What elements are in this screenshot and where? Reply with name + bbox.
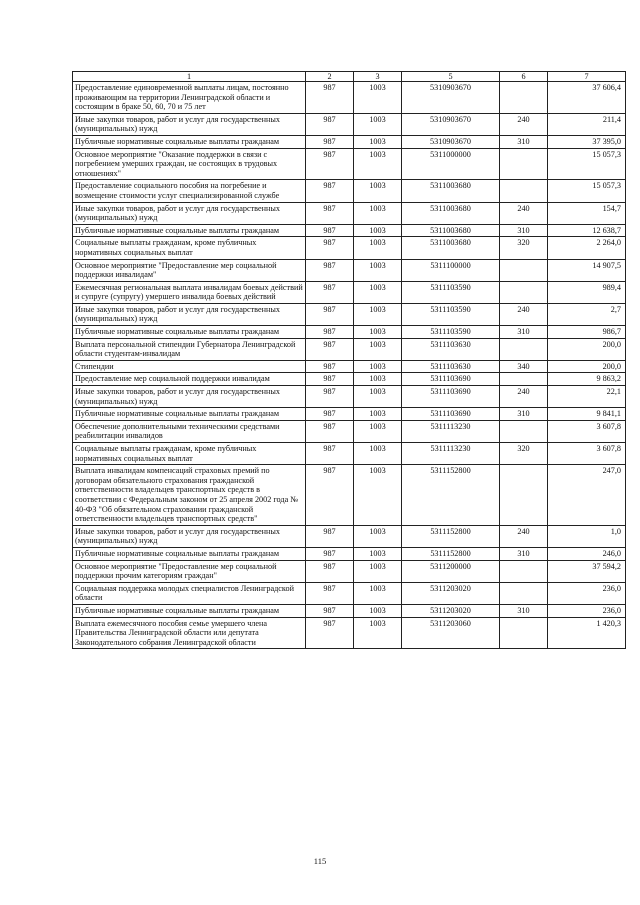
table-row — [73, 420, 626, 442]
row-section-code-cell: 1003 — [354, 617, 402, 649]
row-admin-code-cell: 987 — [306, 443, 354, 465]
page-number: 115 — [313, 856, 327, 866]
row-expense-type-cell — [500, 82, 548, 114]
row-expense-type-cell: 310 — [500, 408, 548, 421]
row-target-code-cell: 5311203020 — [402, 604, 500, 617]
row-amount-cell: 15 057,3 — [548, 180, 626, 202]
row-expense-type-cell: 310 — [500, 224, 548, 237]
table-row — [73, 408, 626, 421]
row-amount-cell: 247,0 — [548, 465, 626, 526]
row-target-code-cell: 5311003680 — [402, 237, 500, 259]
row-target-code-cell: 5311103590 — [402, 303, 500, 325]
row-section-code-cell: 1003 — [354, 547, 402, 560]
row-name-cell: Публичные нормативные социальные выплаты гражданам — [73, 135, 306, 148]
row-name-cell: Публичные нормативные социальные выплаты гражданам — [73, 604, 306, 617]
row-name-cell: Публичные нормативные социальные выплаты гражданам — [73, 408, 306, 421]
row-expense-type-cell — [500, 617, 548, 649]
row-expense-type-cell — [500, 373, 548, 386]
row-amount-cell: 200,0 — [548, 360, 626, 373]
row-section-code-cell: 1003 — [354, 281, 402, 303]
row-admin-code-cell: 987 — [306, 360, 354, 373]
row-expense-type-cell — [500, 465, 548, 526]
row-amount-cell: 236,0 — [548, 604, 626, 617]
table-row — [73, 617, 626, 649]
row-admin-code-cell: 987 — [306, 465, 354, 526]
row-expense-type-cell — [500, 338, 548, 360]
row-expense-type-cell — [500, 148, 548, 180]
table-row — [73, 180, 626, 202]
header-cell: 7 — [548, 72, 626, 82]
row-section-code-cell: 1003 — [354, 360, 402, 373]
row-section-code-cell: 1003 — [354, 582, 402, 604]
row-name-cell: Предоставление мер социальной поддержки инвалидам — [73, 373, 306, 386]
table-row — [73, 113, 626, 135]
row-amount-cell: 37 606,4 — [548, 82, 626, 114]
header-cell: 6 — [500, 72, 548, 82]
table-row — [73, 303, 626, 325]
row-section-code-cell: 1003 — [354, 525, 402, 547]
row-name-cell: Публичные нормативные социальные выплаты гражданам — [73, 326, 306, 339]
table-row — [73, 224, 626, 237]
row-name-cell: Иные закупки товаров, работ и услуг для государственных (муниципальных) нужд — [73, 386, 306, 408]
row-expense-type-cell: 240 — [500, 113, 548, 135]
table-row — [73, 525, 626, 547]
row-admin-code-cell: 987 — [306, 180, 354, 202]
row-target-code-cell: 5311103690 — [402, 386, 500, 408]
row-expense-type-cell: 310 — [500, 135, 548, 148]
row-target-code-cell: 5311103630 — [402, 360, 500, 373]
row-admin-code-cell: 987 — [306, 582, 354, 604]
row-name-cell: Социальные выплаты гражданам, кроме публичных нормативных социальных выплат — [73, 237, 306, 259]
table-row — [73, 465, 626, 526]
row-name-cell: Социальная поддержка молодых специалистов Ленинградской области — [73, 582, 306, 604]
row-name-cell: Основное мероприятие "Оказание поддержки в связи с погребением умерших граждан, не состоящих в трудовых отношениях" — [73, 148, 306, 180]
row-admin-code-cell: 987 — [306, 604, 354, 617]
row-target-code-cell: 5311103590 — [402, 281, 500, 303]
row-amount-cell: 1,0 — [548, 525, 626, 547]
row-expense-type-cell — [500, 259, 548, 281]
row-expense-type-cell: 340 — [500, 360, 548, 373]
row-expense-type-cell: 320 — [500, 443, 548, 465]
row-expense-type-cell: 310 — [500, 604, 548, 617]
table-row — [73, 386, 626, 408]
header-cell: 3 — [354, 72, 402, 82]
row-section-code-cell: 1003 — [354, 202, 402, 224]
row-admin-code-cell: 987 — [306, 82, 354, 114]
row-target-code-cell: 5311103630 — [402, 338, 500, 360]
row-amount-cell: 3 607,8 — [548, 443, 626, 465]
row-name-cell: Социальные выплаты гражданам, кроме публичных нормативных социальных выплат — [73, 443, 306, 465]
row-admin-code-cell: 987 — [306, 237, 354, 259]
row-section-code-cell: 1003 — [354, 420, 402, 442]
row-expense-type-cell — [500, 560, 548, 582]
row-admin-code-cell: 987 — [306, 386, 354, 408]
row-name-cell: Иные закупки товаров, работ и услуг для государственных (муниципальных) нужд — [73, 202, 306, 224]
row-expense-type-cell — [500, 420, 548, 442]
row-amount-cell: 14 907,5 — [548, 259, 626, 281]
row-target-code-cell: 5311152800 — [402, 547, 500, 560]
row-name-cell: Основное мероприятие "Предоставление мер социальной поддержки прочим категориям граждан" — [73, 560, 306, 582]
row-name-cell: Обеспечение дополнительными техническими средствами реабилитации инвалидов — [73, 420, 306, 442]
header-cell: 2 — [306, 72, 354, 82]
row-admin-code-cell: 987 — [306, 408, 354, 421]
row-admin-code-cell: 987 — [306, 259, 354, 281]
row-name-cell: Основное мероприятие "Предоставление мер социальной поддержки инвалидам" — [73, 259, 306, 281]
table-row — [73, 259, 626, 281]
table-row — [73, 604, 626, 617]
row-name-cell: Предоставление социального пособия на погребение и возмещение стоимости услуг специализированной службе — [73, 180, 306, 202]
row-expense-type-cell — [500, 281, 548, 303]
row-name-cell: Публичные нормативные социальные выплаты гражданам — [73, 224, 306, 237]
row-expense-type-cell: 320 — [500, 237, 548, 259]
row-amount-cell: 154,7 — [548, 202, 626, 224]
row-section-code-cell: 1003 — [354, 465, 402, 526]
table-row — [73, 82, 626, 114]
row-name-cell: Иные закупки товаров, работ и услуг для государственных (муниципальных) нужд — [73, 303, 306, 325]
row-section-code-cell: 1003 — [354, 148, 402, 180]
row-name-cell: Ежемесячная региональная выплата инвалидам боевых действий и супруге (супругу) умершего инвалида боевых действий — [73, 281, 306, 303]
row-section-code-cell: 1003 — [354, 259, 402, 281]
row-target-code-cell: 5311113230 — [402, 420, 500, 442]
row-target-code-cell: 5311203060 — [402, 617, 500, 649]
row-name-cell: Иные закупки товаров, работ и услуг для государственных (муниципальных) нужд — [73, 525, 306, 547]
table-row — [73, 560, 626, 582]
row-amount-cell: 15 057,3 — [548, 148, 626, 180]
row-target-code-cell: 5311000000 — [402, 148, 500, 180]
row-amount-cell: 200,0 — [548, 338, 626, 360]
table-row — [73, 547, 626, 560]
row-admin-code-cell: 987 — [306, 338, 354, 360]
row-target-code-cell: 5310903670 — [402, 135, 500, 148]
row-name-cell: Иные закупки товаров, работ и услуг для государственных (муниципальных) нужд — [73, 113, 306, 135]
row-target-code-cell: 5311200000 — [402, 560, 500, 582]
row-section-code-cell: 1003 — [354, 82, 402, 114]
row-section-code-cell: 1003 — [354, 386, 402, 408]
table-row — [73, 202, 626, 224]
row-admin-code-cell: 987 — [306, 202, 354, 224]
row-amount-cell: 22,1 — [548, 386, 626, 408]
row-amount-cell: 2 264,0 — [548, 237, 626, 259]
row-expense-type-cell: 310 — [500, 326, 548, 339]
row-name-cell: Выплата персональной стипендии Губернатора Ленинградской области студентам-инвалидам — [73, 338, 306, 360]
row-expense-type-cell: 240 — [500, 202, 548, 224]
row-admin-code-cell: 987 — [306, 113, 354, 135]
header-cell: 1 — [73, 72, 306, 82]
row-target-code-cell: 5311152800 — [402, 465, 500, 526]
row-admin-code-cell: 987 — [306, 326, 354, 339]
row-target-code-cell: 5311103690 — [402, 373, 500, 386]
row-section-code-cell: 1003 — [354, 604, 402, 617]
table-row — [73, 443, 626, 465]
row-section-code-cell: 1003 — [354, 135, 402, 148]
row-target-code-cell: 5311152800 — [402, 525, 500, 547]
table-row — [73, 338, 626, 360]
row-target-code-cell: 5311103590 — [402, 326, 500, 339]
row-admin-code-cell: 987 — [306, 148, 354, 180]
table-row — [73, 148, 626, 180]
row-target-code-cell: 5310903670 — [402, 82, 500, 114]
row-amount-cell: 3 607,8 — [548, 420, 626, 442]
row-amount-cell: 986,7 — [548, 326, 626, 339]
table-row — [73, 373, 626, 386]
row-amount-cell: 9 841,1 — [548, 408, 626, 421]
row-expense-type-cell — [500, 180, 548, 202]
row-target-code-cell: 5311103690 — [402, 408, 500, 421]
row-admin-code-cell: 987 — [306, 525, 354, 547]
row-amount-cell: 211,4 — [548, 113, 626, 135]
row-admin-code-cell: 987 — [306, 420, 354, 442]
row-amount-cell: 2,7 — [548, 303, 626, 325]
budget-table-body — [73, 72, 626, 649]
row-amount-cell: 12 638,7 — [548, 224, 626, 237]
row-target-code-cell: 5311003680 — [402, 180, 500, 202]
row-section-code-cell: 1003 — [354, 326, 402, 339]
row-expense-type-cell: 240 — [500, 525, 548, 547]
row-target-code-cell: 5311003680 — [402, 202, 500, 224]
row-section-code-cell: 1003 — [354, 338, 402, 360]
row-section-code-cell: 1003 — [354, 443, 402, 465]
row-name-cell: Выплата инвалидам компенсаций страховых премий по договорам обязательного страхования гражданской ответственности владельцев транспортных средств в соответствии с Федеральным законом от 25 апреля 2002 года № 40-ФЗ "Об обязательном страховании гражданской ответственности владельцев транспортных средств" — [73, 465, 306, 526]
header-row — [73, 72, 626, 82]
row-amount-cell: 989,4 — [548, 281, 626, 303]
row-target-code-cell: 5311203020 — [402, 582, 500, 604]
table-row — [73, 281, 626, 303]
row-admin-code-cell: 987 — [306, 135, 354, 148]
row-expense-type-cell: 310 — [500, 547, 548, 560]
row-expense-type-cell — [500, 582, 548, 604]
header-cell: 5 — [402, 72, 500, 82]
table-row — [73, 326, 626, 339]
row-expense-type-cell: 240 — [500, 303, 548, 325]
row-amount-cell: 236,0 — [548, 582, 626, 604]
budget-table — [72, 71, 626, 649]
table-row — [73, 135, 626, 148]
row-amount-cell: 37 395,0 — [548, 135, 626, 148]
row-target-code-cell: 5311113230 — [402, 443, 500, 465]
row-admin-code-cell: 987 — [306, 303, 354, 325]
row-amount-cell: 9 863,2 — [548, 373, 626, 386]
table-row — [73, 360, 626, 373]
row-amount-cell: 1 420,3 — [548, 617, 626, 649]
row-admin-code-cell: 987 — [306, 547, 354, 560]
row-name-cell: Выплата ежемесячного пособия семье умершего члена Правительства Ленинградской области или депутата Законодательного собрания Ленинградской области — [73, 617, 306, 649]
row-section-code-cell: 1003 — [354, 560, 402, 582]
row-name-cell: Стипендии — [73, 360, 306, 373]
row-amount-cell: 37 594,2 — [548, 560, 626, 582]
row-admin-code-cell: 987 — [306, 224, 354, 237]
row-admin-code-cell: 987 — [306, 617, 354, 649]
table-row — [73, 237, 626, 259]
row-section-code-cell: 1003 — [354, 113, 402, 135]
row-section-code-cell: 1003 — [354, 237, 402, 259]
row-expense-type-cell: 240 — [500, 386, 548, 408]
row-target-code-cell: 5311003680 — [402, 224, 500, 237]
table-row — [73, 582, 626, 604]
row-admin-code-cell: 987 — [306, 281, 354, 303]
row-name-cell: Публичные нормативные социальные выплаты гражданам — [73, 547, 306, 560]
row-admin-code-cell: 987 — [306, 560, 354, 582]
row-amount-cell: 246,0 — [548, 547, 626, 560]
row-target-code-cell: 5310903670 — [402, 113, 500, 135]
row-section-code-cell: 1003 — [354, 180, 402, 202]
row-section-code-cell: 1003 — [354, 373, 402, 386]
row-section-code-cell: 1003 — [354, 224, 402, 237]
row-target-code-cell: 5311100000 — [402, 259, 500, 281]
row-section-code-cell: 1003 — [354, 303, 402, 325]
row-admin-code-cell: 987 — [306, 373, 354, 386]
row-section-code-cell: 1003 — [354, 408, 402, 421]
row-name-cell: Предоставление единовременной выплаты лицам, постоянно проживающим на территории Ленинградской области и состоящим в браке 50, 60, 70 и 75 лет — [73, 82, 306, 114]
